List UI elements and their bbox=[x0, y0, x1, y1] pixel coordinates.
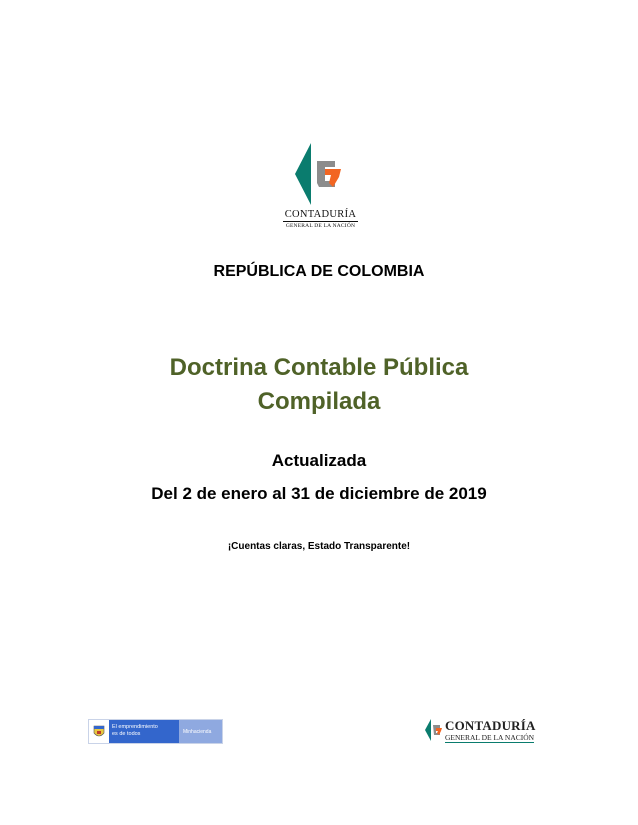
ministry-label: Minhacienda bbox=[179, 720, 222, 743]
period-text: Del 2 de enero al 31 de diciembre de 2019 bbox=[151, 484, 487, 503]
updated-label: Actualizada bbox=[271, 451, 367, 470]
document-title bbox=[0, 351, 638, 419]
colombia-shield-icon bbox=[89, 720, 109, 743]
gov-badge-slogan bbox=[109, 720, 179, 743]
title-line-2: Compilada bbox=[257, 388, 381, 415]
footer-logo-subtitle: GENERAL DE LA NACIÓN bbox=[445, 733, 535, 742]
contaduria-small-emblem-icon bbox=[425, 719, 443, 741]
contaduria-footer-logo bbox=[425, 716, 550, 746]
gov-badge-line-2: es de todos bbox=[112, 730, 141, 737]
government-badge bbox=[88, 719, 223, 744]
contaduria-emblem-icon bbox=[295, 143, 347, 205]
contaduria-logo bbox=[283, 143, 358, 231]
logo-subtitle: GENERAL DE LA NACIÓN bbox=[283, 221, 358, 229]
title-line-1: Doctrina Contable Pública bbox=[169, 354, 469, 381]
gov-badge-line-1: El emprendimiento bbox=[112, 724, 158, 730]
slogan-text: ¡Cuentas claras, Estado Transparente! bbox=[227, 541, 411, 552]
logo-wordmark: CONTADURÍA bbox=[284, 209, 357, 220]
footer-logo-wordmark: CONTADURÍA bbox=[445, 718, 536, 733]
country-heading: REPÚBLICA DE COLOMBIA bbox=[213, 263, 425, 280]
